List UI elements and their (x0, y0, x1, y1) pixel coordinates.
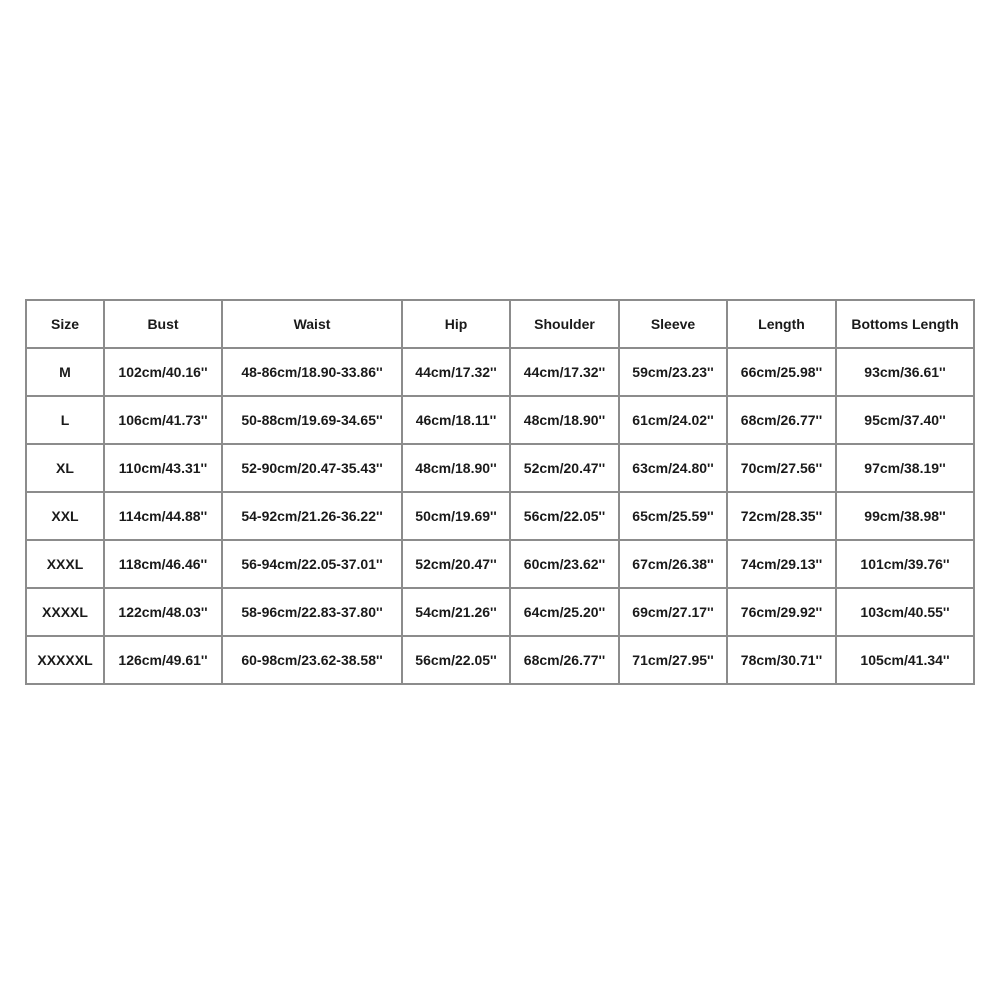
table-cell: 110cm/43.31'' (104, 444, 222, 492)
table-cell: 50cm/19.69'' (402, 492, 510, 540)
table-cell: 65cm/25.59'' (619, 492, 727, 540)
table-cell: XXL (26, 492, 104, 540)
header-cell-bottoms-length: Bottoms Length (836, 300, 974, 348)
table-cell: 48cm/18.90'' (402, 444, 510, 492)
table-row (26, 588, 974, 636)
table-cell: 103cm/40.55'' (836, 588, 974, 636)
table-cell: 52-90cm/20.47-35.43'' (222, 444, 402, 492)
table-cell: 54-92cm/21.26-36.22'' (222, 492, 402, 540)
table-cell: 72cm/28.35'' (727, 492, 836, 540)
table-cell: 54cm/21.26'' (402, 588, 510, 636)
table-cell: 68cm/26.77'' (510, 636, 619, 684)
table-cell: 118cm/46.46'' (104, 540, 222, 588)
table-cell: 99cm/38.98'' (836, 492, 974, 540)
table-cell: 50-88cm/19.69-34.65'' (222, 396, 402, 444)
header-cell-bust: Bust (104, 300, 222, 348)
table-cell: L (26, 396, 104, 444)
table-cell: 126cm/49.61'' (104, 636, 222, 684)
table-cell: 56cm/22.05'' (510, 492, 619, 540)
table-cell: 52cm/20.47'' (510, 444, 619, 492)
table-cell: M (26, 348, 104, 396)
table-cell: 60-98cm/23.62-38.58'' (222, 636, 402, 684)
table-cell: 46cm/18.11'' (402, 396, 510, 444)
table-cell: 59cm/23.23'' (619, 348, 727, 396)
table-row (26, 540, 974, 588)
table-row (26, 444, 974, 492)
table-cell: 105cm/41.34'' (836, 636, 974, 684)
table-cell: 76cm/29.92'' (727, 588, 836, 636)
header-cell-shoulder: Shoulder (510, 300, 619, 348)
header-cell-size: Size (26, 300, 104, 348)
header-cell-hip: Hip (402, 300, 510, 348)
table-cell: 114cm/44.88'' (104, 492, 222, 540)
header-cell-waist: Waist (222, 300, 402, 348)
table-cell: XXXXL (26, 588, 104, 636)
table-cell: XXXXXL (26, 636, 104, 684)
header-cell-sleeve: Sleeve (619, 300, 727, 348)
table-cell: 44cm/17.32'' (402, 348, 510, 396)
table-cell: 52cm/20.47'' (402, 540, 510, 588)
table-cell: 122cm/48.03'' (104, 588, 222, 636)
table-row (26, 396, 974, 444)
table-cell: 48-86cm/18.90-33.86'' (222, 348, 402, 396)
table-cell: 67cm/26.38'' (619, 540, 727, 588)
table-cell: 56cm/22.05'' (402, 636, 510, 684)
table-cell: 66cm/25.98'' (727, 348, 836, 396)
table-cell: 102cm/40.16'' (104, 348, 222, 396)
table-header-row (26, 300, 974, 348)
table-cell: 63cm/24.80'' (619, 444, 727, 492)
table-cell: 64cm/25.20'' (510, 588, 619, 636)
header-cell-length: Length (727, 300, 836, 348)
table-cell: 74cm/29.13'' (727, 540, 836, 588)
table-cell: 61cm/24.02'' (619, 396, 727, 444)
table-row (26, 348, 974, 396)
table-cell: 93cm/36.61'' (836, 348, 974, 396)
table-row (26, 636, 974, 684)
table-cell: 44cm/17.32'' (510, 348, 619, 396)
table-cell: 58-96cm/22.83-37.80'' (222, 588, 402, 636)
table-cell: XL (26, 444, 104, 492)
table-cell: 68cm/26.77'' (727, 396, 836, 444)
table-cell: 48cm/18.90'' (510, 396, 619, 444)
table-cell: 70cm/27.56'' (727, 444, 836, 492)
table-cell: 69cm/27.17'' (619, 588, 727, 636)
table-cell: 101cm/39.76'' (836, 540, 974, 588)
table-cell: 71cm/27.95'' (619, 636, 727, 684)
table-cell: 60cm/23.62'' (510, 540, 619, 588)
table-cell: 78cm/30.71'' (727, 636, 836, 684)
table-cell: 95cm/37.40'' (836, 396, 974, 444)
table-cell: 97cm/38.19'' (836, 444, 974, 492)
table-cell: XXXL (26, 540, 104, 588)
table-row (26, 492, 974, 540)
table-cell: 56-94cm/22.05-37.01'' (222, 540, 402, 588)
size-chart-table (25, 299, 975, 685)
table-cell: 106cm/41.73'' (104, 396, 222, 444)
